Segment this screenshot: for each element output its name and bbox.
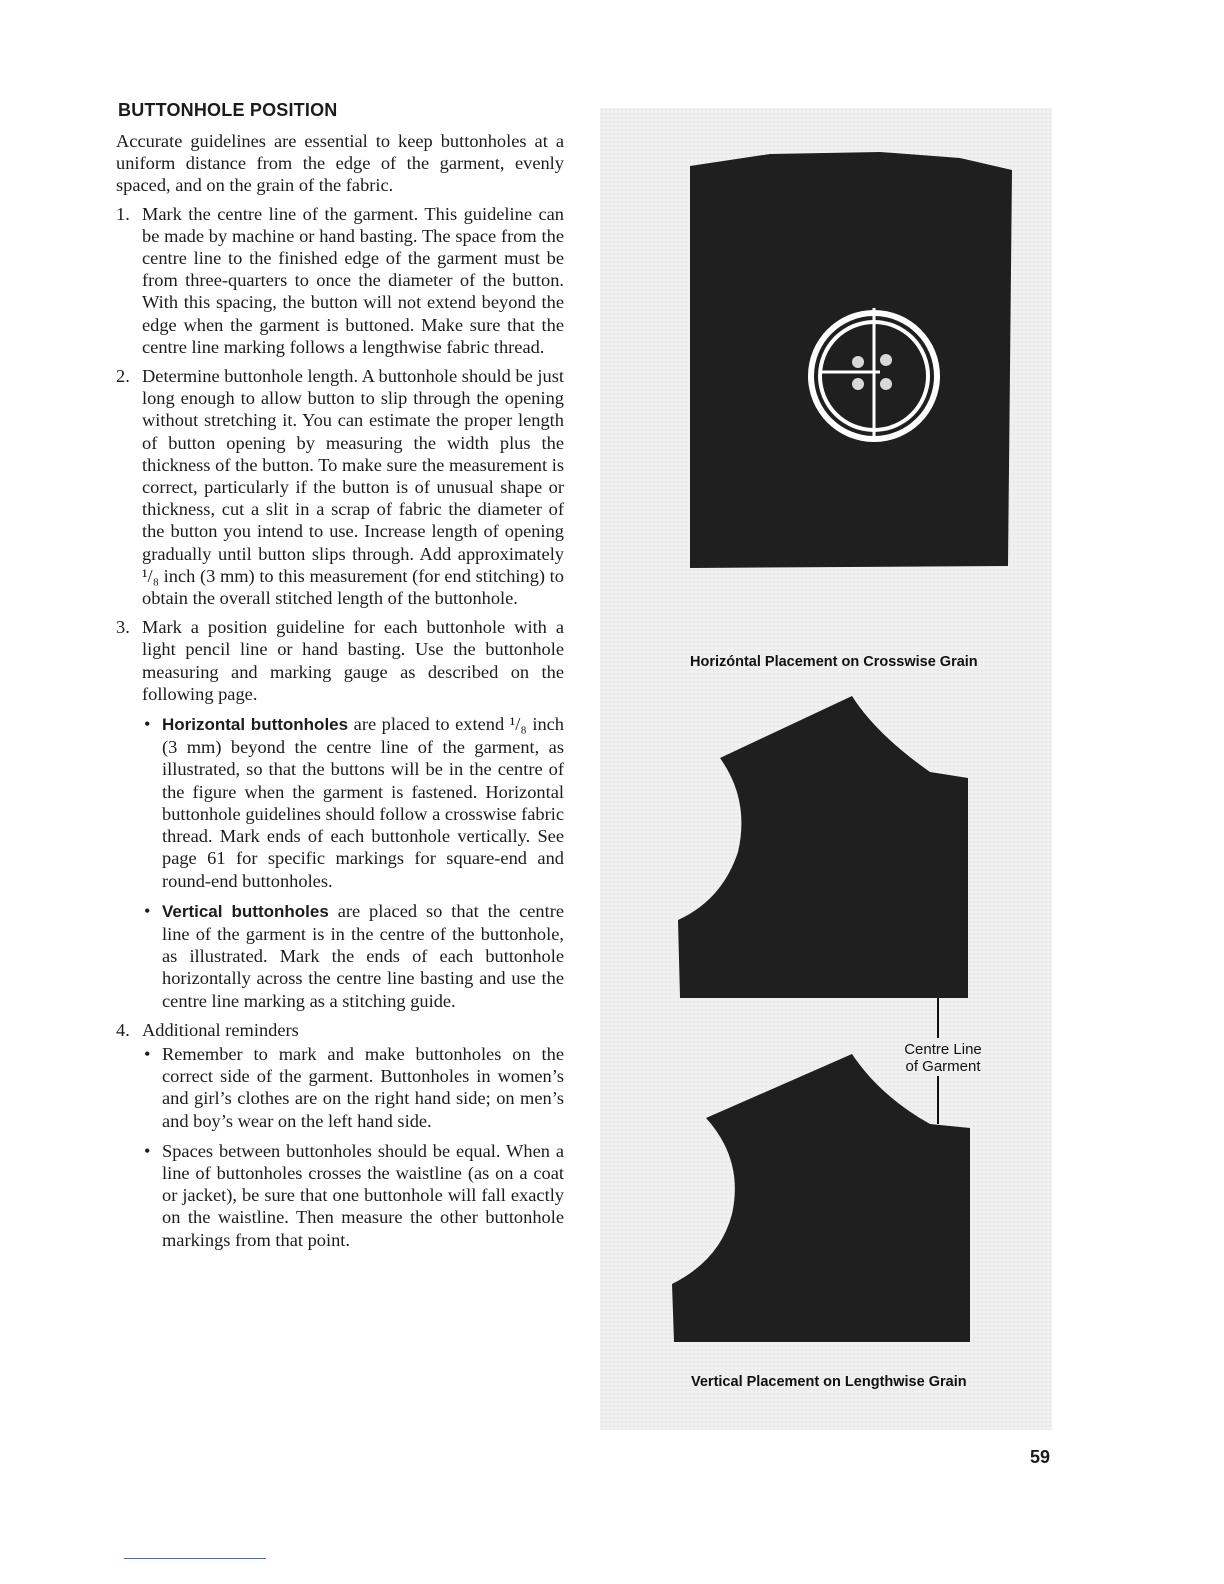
intro-paragraph: Accurate guidelines are essential to keep buttonholes at a uniform distance from the edge of the garment, evenly spaced, and on the grain of the fabric.: [116, 131, 564, 196]
bullet-term: Horizontal buttonholes: [162, 715, 349, 735]
step-text: Mark the centre line of the garment. This guideline can be made by machine or hand basting. The space from the centre line to the finished edge of the garment must be from three-quarters to once the diameter of the button. With this spacing, the button will not extend beyond the edge when the garment is buttoned. Make sure that the centre line marking follows a lengthwise fabric thread.: [142, 203, 564, 357]
step-number: 1.: [116, 203, 130, 224]
bullet-text: are placed so that the centre line of the garment is in the centre of the buttonhole, as illustrated. Mark the ends of each buttonhole horizontally across the centre line basting and use the centre line marking as a stitching guide.: [162, 900, 564, 1011]
caption-vertical: Vertical Placement on Lengthwise Grain: [691, 1374, 967, 1390]
caption-horizontal: Horizóntal Placement on Crosswise Grain: [690, 654, 978, 670]
step-text: Additional reminders: [142, 1019, 299, 1040]
bullet-icon: •: [144, 1140, 151, 1161]
step-text: Determine buttonhole length. A buttonhole should be just long enough to allow button to slip through the opening without stretching it. You can estimate the proper length of button opening by measuring the width plus the thickness of the button. To make sure the measurement is correct, particularly if the button is of unusual shape or thickness, cut a slit in a scrap of fabric the diameter of the button you intend to use. Increase length of opening gradually until button slips through. Add approximately ¹/₈ inch (3 mm) to this measurement (for end stitching) to obtain the overall stitched length of the buttonhole.: [142, 366, 564, 609]
garment-piece-upper: [678, 696, 968, 998]
bullet-icon: •: [144, 714, 151, 735]
garment-piece-lower: [672, 1054, 970, 1342]
bullet-text: Remember to mark and make buttonholes on the correct side of the garment. Buttonholes in women’s and girl’s clothes are on the right hand side; on men’s and boy’s wear on the left hand side.: [162, 1043, 564, 1131]
page-title: BUTTONHOLE POSITION: [118, 100, 338, 120]
bullet-text: Spaces between buttonholes should be equal. When a line of buttonholes crosses the waistline (as on a coat or jacket), be sure that one buttonhole will fall exactly on the waistline. Then measure the other buttonhole markings from that point.: [162, 1140, 564, 1250]
step-text: Mark a position guideline for each buttonhole with a light pencil line or hand basting. Use the buttonhole measuring and marking gauge as described on the following page.: [142, 617, 564, 704]
footer-rule: [124, 1558, 266, 1559]
step-number: 2.: [116, 366, 130, 387]
bullet-term: Vertical buttonholes: [162, 901, 329, 921]
bullet-icon: •: [144, 900, 151, 921]
centre-line-label: Centre Line of Garment: [904, 1041, 982, 1075]
step-number: 4.: [116, 1019, 130, 1040]
step-number: 3.: [116, 617, 130, 638]
page-number: 59: [1030, 1447, 1051, 1467]
bullet-text: are placed to extend ¹/₈ inch (3 mm) beyond the centre line of the garment, as illustrated, so that the buttons will be in the centre of the figure when the garment is fastened. Horizontal buttonhole guidelines should follow a crosswise fabric thread. Mark ends of each buttonhole vertically. See page 61 for specific markings for square-end and round-end buttonholes.: [162, 714, 565, 891]
bullet-icon: •: [144, 1043, 151, 1064]
